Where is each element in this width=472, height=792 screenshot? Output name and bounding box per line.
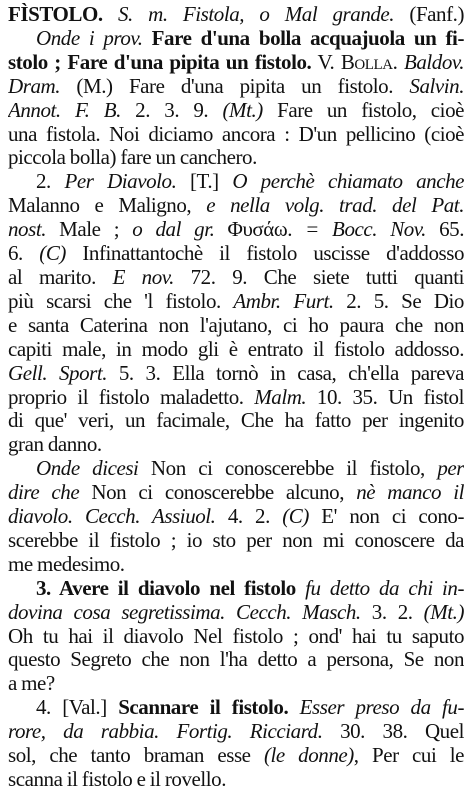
entry-text: Malanno e Maligno, [8,194,207,218]
entry-text: scerebbe il fistolo ; io sto per non mi conoscere da [8,528,464,552]
italic-text: dovina cosa segretissima. Cecch. Masch. [8,600,361,624]
entry-line [8,99,464,123]
entry-text: Non ci conoscerebbe alcuno, [79,481,357,505]
bold-text: FÌSTOLO. [8,3,103,26]
italic-text: dire che [8,481,80,505]
entry-line [8,720,464,744]
entry-line [8,146,464,170]
italic-text: (le donne) [263,744,354,768]
entry-line [8,481,464,505]
entry-line [8,123,464,147]
italic-text: Ambr. Furt. [233,289,334,313]
entry-text [296,577,305,600]
italic-text: Malm. [254,385,307,409]
italic-text: diavolo. Cecch. Assiuol. [8,505,216,529]
entry-text: 72. 9. Che siete tutti quanti [173,265,464,289]
entry-text: Oh tu hai il diavolo Nel fistolo ; ond' hai tu saputo [8,624,464,648]
entry-text: [T.] [176,170,233,194]
entry-line [8,3,464,27]
italic-text: (C) [39,242,66,266]
entry-line [8,194,464,218]
bold-text: stolo ; Fare d'una pipita un fistolo. [8,50,312,74]
italic-text: O perchè chiamato anche [232,170,464,194]
entry-line [8,409,464,433]
entry-line [8,672,464,696]
bold-text: Fare d'una bolla acquajuola un fi- [151,26,464,50]
entry-line [8,170,464,194]
entry-text: 4. 2. [215,505,283,529]
entry-text: di que' veri, un facimale, Che ha fatto per ingenito [8,409,464,433]
italic-text: Dram. [8,74,61,98]
entry-line [8,386,464,410]
italic-text: Gell. Sport. [8,361,108,385]
entry-text: scanna il fistolo e il rovello. [8,768,226,791]
entry-line [8,218,464,242]
entry-line [8,529,464,553]
italic-text: (Mt.) [222,98,263,122]
bold-text: 3. Avere il diavolo nel fistolo [36,576,296,600]
entry-text: proprio il fistolo maladetto. [8,385,255,409]
entry-line [8,338,464,362]
entry-text: capiti male, in modo gli è entrato il fistolo addosso. [8,337,464,361]
entry-text: . [392,50,404,74]
entry-line [8,768,464,792]
entry-text: e santa Caterina non l'ajutano, ci ho paura che non [8,313,464,337]
italic-text: (C) [282,505,309,529]
italic-text: Onde i prov. [36,26,143,50]
entry-text: più scarsi che 'l fistolo. [8,289,234,313]
entry-text: (Fanf.) [394,3,464,26]
italic-text: Baldov. [403,50,464,74]
entry-line [8,744,464,768]
entry-text: V. [311,50,341,74]
entry-text: Fare un fistolo, cioè [262,98,464,122]
bold-text: Scannare il fistolo. [118,696,289,720]
entry-text: gran danno. [8,433,102,457]
entry-text: Infinattantochè il fistolo uscisse d'addosso [65,242,464,266]
italic-text: per [437,457,464,481]
italic-text: Esser preso da fu- [299,696,464,720]
entry-text: me medesimo. [8,552,125,576]
entry-text: 6. [8,242,40,266]
entry-line [8,505,464,529]
entry-text: 30. 38. Quel [322,720,464,744]
entry-text: E' non ci cono- [308,505,464,529]
dictionary-entry-fistolo [8,3,464,792]
italic-text: fu detto da chi in- [305,576,464,600]
entry-line [8,242,464,266]
italic-text: Salvin. [409,74,464,98]
entry-text: 2. 3. 9. [120,98,223,122]
entry-text: una fistola. Noi diciamo ancora : D'un pellicino (cioè [8,122,464,146]
italic-text: E nov. [112,265,174,289]
entry-text: 5. 3. Ella tornò in casa, ch'ella pareva [107,361,464,385]
entry-text: questo Segreto che non l'ha detto a persona, Se non [8,648,464,672]
italic-text: = Bocc. Nov. [305,218,426,242]
entry-line [8,601,464,625]
entry-text: , Per cui le [353,744,464,768]
entry-text: Φυσάω. [214,218,306,242]
entry-line [8,362,464,386]
italic-text: (Mt.) [423,600,464,624]
entry-line [8,648,464,672]
italic-text: e nella volg. trad. del Pat. [206,194,464,218]
italic-text: S. m. Fistola, o Mal grande. [117,3,395,26]
entry-line [8,457,464,481]
entry-text: 2. [36,170,65,194]
entry-line [8,51,464,75]
entry-text: al marito. [8,265,113,289]
entry-line [8,290,464,314]
entry-text: piccola bolla) fare un canchero. [8,146,257,170]
entry-line [8,577,464,601]
entry-text: 2. 5. Se Dio [333,289,464,313]
italic-text: nost. [8,218,47,242]
entry-text [288,696,299,719]
entry-line [8,433,464,457]
entry-text: (M.) Fare d'una pipita un fistolo. [60,74,410,98]
entry-line [8,625,464,649]
italic-text: o dal gr. [132,218,215,242]
italic-text: Annot. F. B. [8,98,121,122]
entry-text [143,27,152,50]
entry-text [103,3,118,26]
italic-text: nè manco il [356,481,464,505]
entry-text: sol, che tanto braman esse [8,744,264,768]
italic-text: Onde dicesi [36,457,139,481]
entry-text: Male ; [46,218,133,242]
entry-text: a me? [8,672,55,696]
entry-text: 3. 2. [360,600,424,624]
entry-text: 65. [425,218,464,242]
entry-line [8,27,464,51]
entry-line [8,75,464,99]
entry-line [8,553,464,577]
entry-text: Non ci conoscerebbe il fistolo, [138,457,438,481]
entry-text: 10. 35. Un fistol [306,385,464,409]
smallcaps-text: Bolla [340,50,393,74]
italic-text: Per Diavolo. [64,170,177,194]
entry-line [8,696,464,720]
entry-line [8,314,464,338]
italic-text: rore, da rabbia. Fortig. Ricciard. [8,720,323,744]
entry-text: 4. [Val.] [36,696,119,720]
entry-line [8,266,464,290]
